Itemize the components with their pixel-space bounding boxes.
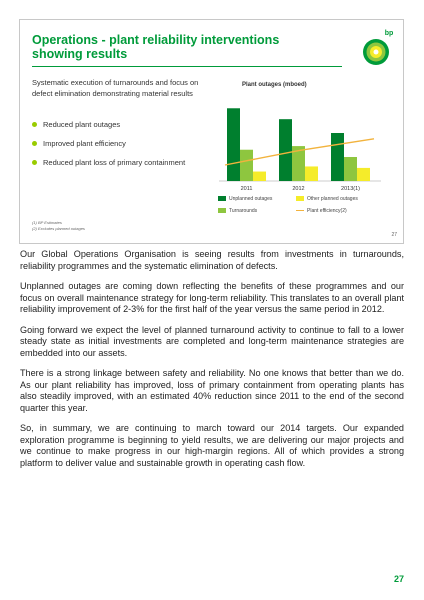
bullet-dot-icon [32, 160, 37, 165]
legend-swatch [296, 196, 304, 201]
slide [19, 19, 404, 244]
bullet-text: Improved plant efficiency [43, 139, 126, 148]
slide-intro: Systematic execution of turnarounds and focus on defect elimination demonstrating material results [32, 78, 199, 98]
x-tick-label: 2013(1) [341, 186, 360, 192]
legend-label: Plant efficiency(2) [307, 208, 347, 214]
body-paragraph: There is a strong linkage between safety and reliability. No one knows that better than we do. As our plant reliability has improved, loss of primary containment from operating plants has also steadily improved, with an estimated 40% reduction since 2011 to the end of the second quarter this year. [20, 368, 404, 413]
bullet-dot-icon [32, 122, 37, 127]
legend-label: Unplanned outages [229, 196, 273, 202]
bar-turnarounds-2011 [240, 150, 253, 181]
bullet-dot-icon [32, 141, 37, 146]
bullet-item [32, 120, 202, 130]
body-paragraph: So, in summary, we are continuing to march toward our 2014 targets. Our expanded exploration programme is beginning to yield results, we are delivering our major projects and we continue to make progress in our high-margin regions. All of which provides a strong platform to deliver value and sustainable growth in operating cash flow. [20, 423, 404, 468]
bar-other-planned-outages-2011 [253, 172, 266, 181]
slide-footnotes [32, 220, 85, 232]
legend-label: Other planned outages [307, 196, 358, 202]
x-tick-label: 2012 [292, 186, 305, 192]
bar-unplanned-outages-2013 [331, 133, 344, 181]
legend-item-other-planned [296, 196, 358, 202]
bar-other-planned-outages-2013 [357, 168, 370, 181]
bullet-item [32, 139, 202, 149]
bullet-item [32, 158, 202, 168]
body-text [20, 249, 404, 478]
legend-item-unplanned [218, 196, 272, 202]
legend-item-plant-efficiency [296, 208, 347, 214]
bp-logo-text: bp [384, 30, 394, 37]
slide-number: 27 [391, 232, 397, 238]
bp-logo-center [374, 50, 379, 55]
x-tick-label: 2011 [240, 186, 253, 192]
title-rule [32, 66, 342, 67]
bar-unplanned-outages-2012 [279, 119, 292, 181]
chart-title: Plant outages (mboed) [242, 82, 307, 88]
page-number: 27 [393, 574, 404, 584]
slide-title: Operations - plant reliability interventions showing results [32, 33, 280, 61]
legend-swatch [218, 196, 226, 201]
body-paragraph: Going forward we expect the level of planned turnaround activity to continue to fall to a lower steady state as initial investments are completed and long-term maintenance strategies are embedded into our assets. [20, 324, 404, 358]
legend-swatch [218, 208, 226, 213]
legend-line-swatch [296, 210, 304, 211]
bp-logo [355, 26, 397, 70]
body-paragraph: Unplanned outages are coming down reflecting the benefits of these programmes and our focus on overall maintenance strategy for long-term reliability. This translates to an overall plant reliability improvement of 2-3% for the first half of the year versus the same period in 2012. [20, 281, 404, 314]
bar-turnarounds-2013 [344, 157, 357, 181]
bar-other-planned-outages-2012 [305, 166, 318, 181]
legend-item-turnarounds [218, 208, 257, 214]
footnote: (1) BP Estimates [32, 220, 62, 225]
legend-label: Turnarounds [229, 208, 258, 214]
bullet-list [32, 120, 202, 177]
bullet-text: Reduced plant loss of primary containment [43, 158, 186, 167]
footnote: (2) Excludes planned outages [32, 226, 85, 231]
bar-unplanned-outages-2011 [227, 108, 240, 181]
body-paragraph: Our Global Operations Organisation is seeing results from investments in turnarounds, reliability programmes and the systematic elimination of defects. [20, 249, 404, 271]
bullet-text: Reduced plant outages [43, 120, 121, 129]
plant-outages-chart [215, 88, 385, 193]
